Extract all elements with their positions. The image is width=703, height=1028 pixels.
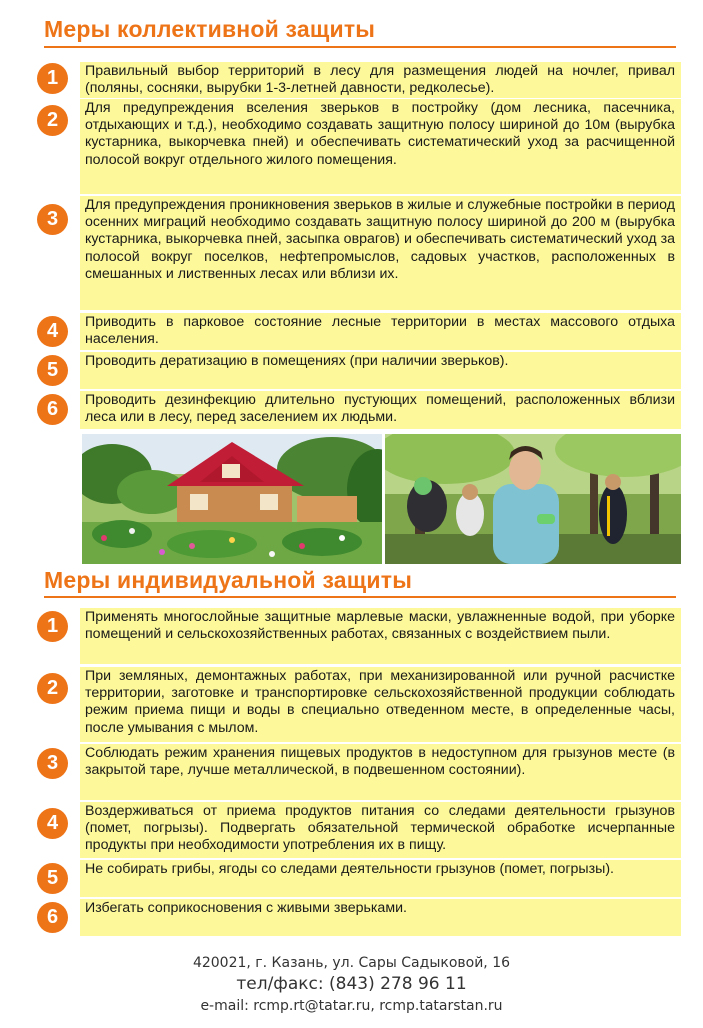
number-badge: 6 bbox=[37, 394, 68, 425]
collective-title-rule bbox=[44, 46, 676, 48]
item-text: Не собирать грибы, ягоды со следами деятельности грызунов (помет, погрызы). bbox=[85, 861, 614, 877]
number-badge: 2 bbox=[37, 105, 68, 136]
footer-phone: тел/факс: (843) 278 96 11 bbox=[236, 974, 467, 994]
number-badge: 3 bbox=[37, 748, 68, 779]
number-badge: 3 bbox=[37, 204, 68, 235]
number-badge: 1 bbox=[37, 611, 68, 642]
item-text: Приводить в парковое состояние лесные территории в местах массового отдыха населения. bbox=[85, 314, 675, 348]
footer-address: 420021, г. Казань, ул. Сары Садыковой, 16 bbox=[192, 955, 511, 971]
number-badge: 5 bbox=[37, 863, 68, 894]
photo-cleanup-volunteers bbox=[385, 434, 681, 564]
item-text: Правильный выбор территорий в лесу для размещения людей на ночлег, привал (поляны, сосняки, вырубки 1-3-летней давности, редколесье). bbox=[85, 63, 675, 97]
footer-email: e-mail: rcmp.rt@tatar.ru, rcmp.tatarstan.ru bbox=[200, 998, 503, 1014]
number-badge: 2 bbox=[37, 673, 68, 704]
item-text: Применять многослойные защитные марлевые маски, увлажненные водой, при уборке помещений и сельскохозяйственных работах, связанных с воздействием пыли. bbox=[85, 609, 675, 643]
number-badge: 6 bbox=[37, 902, 68, 933]
item-text: Для предупреждения вселения зверьков в постройку (дом лесника, пасечника, отдыхающих и т.д.), необходимо создавать защитную полосу шириной до 10м (вырубка кустарника, выкорчевка пней) и обеспечивать систематический уход за расчищенной полосой вокруг отдельного жилого помещения. bbox=[85, 100, 675, 168]
item-text: Соблюдать режим хранения пищевых продуктов в недоступном для грызунов месте (в закрытой таре, лучше металлической, в подвешенном состоянии). bbox=[85, 745, 675, 779]
item-text: Избегать соприкосновения с живыми зверьками. bbox=[85, 900, 407, 916]
item-text: Для предупреждения проникновения зверьков в жилые и служебные постройки в период осенних миграций необходимо создавать защитную полосу шириной до 200 м (вырубка кустарника, выкорчевка пней, засыпка оврагов) и обеспечивать систематический уход за полосой вокруг поселков, нефтепромыслов, садовых участков, расположенных в смешанных и лиственных лесах или вблизи их. bbox=[85, 197, 675, 282]
item-text: Проводить дезинфекцию длительно пустующих помещений, расположенных вблизи леса или в лесу, перед заселением их людьми. bbox=[85, 392, 675, 426]
individual-title: Меры индивидуальной защиты bbox=[44, 567, 413, 593]
item-text: Проводить дератизацию в помещениях (при наличии зверьков). bbox=[85, 353, 509, 369]
item-text: При земляных, демонтажных работах, при механизированной или ручной расчистке территории, заготовке и транспортировке сельскохозяйственной продукции соблюдать режим приема пищи и воды в специально отведенном месте, в определенные часы, после умывания с мылом. bbox=[85, 668, 675, 736]
individual-title-rule bbox=[44, 596, 676, 598]
item-text: Воздерживаться от приема продуктов питания со следами деятельности грызунов (помет, погрызы). Подвергать обязательной термической обработке исчерпанные продукты при необходимости употребления их в пищу. bbox=[85, 803, 675, 854]
number-badge: 4 bbox=[37, 316, 68, 347]
number-badge: 4 bbox=[37, 808, 68, 839]
collective-title: Меры коллективной защиты bbox=[44, 16, 376, 42]
number-badge: 5 bbox=[37, 355, 68, 386]
number-badge: 1 bbox=[37, 63, 68, 94]
photo-garden-house bbox=[82, 434, 382, 564]
